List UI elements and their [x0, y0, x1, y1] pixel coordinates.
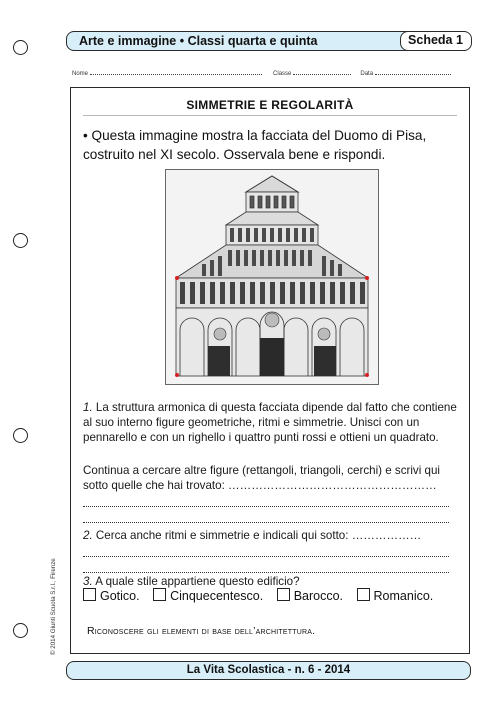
question-2-number: 2. [83, 529, 93, 542]
copyright-notice: © 2014 Giunti Scuola S.r.l., Firenze [50, 558, 57, 655]
worksheet-box [70, 87, 470, 654]
checkbox[interactable] [277, 588, 290, 601]
punch-hole [13, 623, 28, 638]
name-label: Nome [72, 71, 89, 77]
question-1-text: La struttura armonica di questa facciata dipende dal fatto che contiene al suo interno figure geometriche, ritmi e simmetrie. Unisci con un pennarello e con un righello i quattro punti rossi e ottieni un quadrato. [83, 401, 457, 445]
question-3-number: 3. [83, 575, 93, 588]
punch-hole [13, 233, 28, 248]
header-bar [66, 31, 471, 51]
date-field[interactable] [375, 68, 451, 75]
red-point [365, 276, 369, 280]
checkbox[interactable] [83, 588, 96, 601]
answer-line[interactable] [83, 572, 449, 573]
answer-line[interactable] [83, 556, 449, 557]
punch-hole [13, 40, 28, 55]
question-3-text: A quale stile appartiene questo edificio? [92, 575, 300, 588]
question-1-number: 1. [83, 401, 93, 414]
option-romanico[interactable]: Romanico. [357, 588, 434, 603]
scheda-label: Scheda 1 [400, 31, 472, 51]
red-point [175, 373, 179, 377]
red-point [365, 373, 369, 377]
option-cinquecentesco[interactable]: Cinquecentesco. [153, 588, 263, 603]
answer-line[interactable] [83, 506, 449, 507]
title-divider [83, 115, 457, 116]
intro-text: • Questa immagine mostra la facciata del Duomo di Pisa, costruito nel XI secolo. Osservala bene e rispondi. [83, 128, 427, 162]
duomo-pisa-facade-image [165, 169, 379, 385]
student-info-line [72, 68, 472, 77]
answer-line[interactable] [83, 522, 449, 523]
option-gotico[interactable]: Gotico. [83, 588, 140, 603]
checkbox[interactable] [357, 588, 370, 601]
option-barocco[interactable]: Barocco. [277, 588, 343, 603]
date-label: Data [360, 71, 374, 77]
question-2 [83, 528, 461, 543]
class-field[interactable] [293, 68, 351, 75]
question-1-continuation: Continua a cercare altre figure (rettangoli, triangoli, cerchi) e scrivi qui sotto quelle che hai trovato: ……………………………………………… [83, 464, 440, 493]
learning-objective: Riconoscere gli elementi di base dell’architettura. [87, 625, 316, 637]
punch-hole [13, 428, 28, 443]
name-field[interactable] [90, 68, 262, 75]
header-title: Arte e immagine • Classi quarta e quinta [79, 34, 318, 48]
style-options [83, 588, 461, 603]
question-1 [83, 400, 461, 446]
footer-bar: La Vita Scolastica - n. 6 - 2014 [66, 661, 471, 680]
section-title: SIMMETRIE E REGOLARITÀ [186, 98, 354, 112]
red-point [175, 276, 179, 280]
checkbox[interactable] [153, 588, 166, 601]
question-3 [83, 574, 461, 589]
question-2-text: Cerca anche ritmi e simmetrie e indicali qui sotto: ……………… [92, 529, 422, 542]
class-label: Classe [273, 71, 292, 77]
